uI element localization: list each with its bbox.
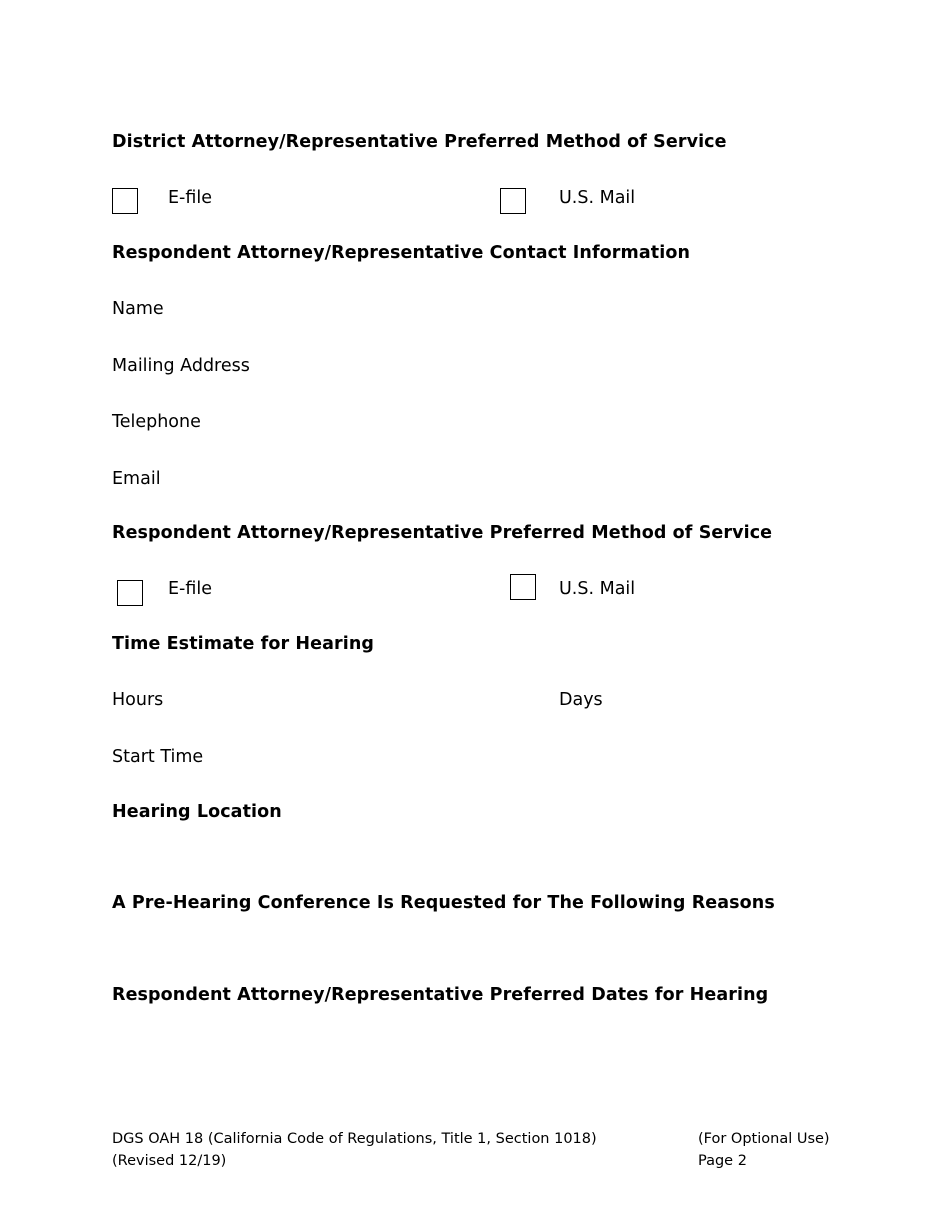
name-field-label: Name	[112, 299, 164, 319]
footer-form-id: DGS OAH 18 (California Code of Regulations, Title 1, Section 1018)	[112, 1131, 597, 1147]
district-service-heading: District Attorney/Representative Preferred Method of Service	[112, 132, 727, 152]
days-field-label: Days	[559, 690, 603, 710]
hours-field-label: Hours	[112, 690, 164, 710]
respondent-mail-checkbox[interactable]	[510, 574, 536, 600]
district-efile-checkbox[interactable]	[112, 188, 138, 214]
footer-optional-use: (For Optional Use)	[698, 1131, 830, 1147]
telephone-field-label: Telephone	[112, 412, 201, 432]
respondent-mail-label: U.S. Mail	[559, 579, 636, 599]
respondent-service-heading: Respondent Attorney/Representative Preferred Method of Service	[112, 523, 773, 543]
district-mail-label: U.S. Mail	[559, 188, 636, 208]
district-mail-checkbox[interactable]	[500, 188, 526, 214]
hearing-location-heading: Hearing Location	[112, 802, 282, 822]
start-time-field-label: Start Time	[112, 747, 204, 767]
footer-page-number: Page 2	[698, 1153, 747, 1169]
district-efile-label: E-file	[168, 188, 213, 208]
email-field-label: Email	[112, 469, 161, 489]
footer-revised: (Revised 12/19)	[112, 1153, 227, 1169]
respondent-efile-checkbox[interactable]	[117, 580, 143, 606]
time-estimate-heading: Time Estimate for Hearing	[112, 634, 375, 654]
mailing-address-field-label: Mailing Address	[112, 356, 250, 376]
pre-hearing-heading: A Pre-Hearing Conference Is Requested for The Following Reasons	[112, 893, 775, 913]
preferred-dates-heading: Respondent Attorney/Representative Preferred Dates for Hearing	[112, 985, 769, 1005]
respondent-efile-label: E-file	[168, 579, 213, 599]
respondent-contact-heading: Respondent Attorney/Representative Contact Information	[112, 243, 691, 263]
